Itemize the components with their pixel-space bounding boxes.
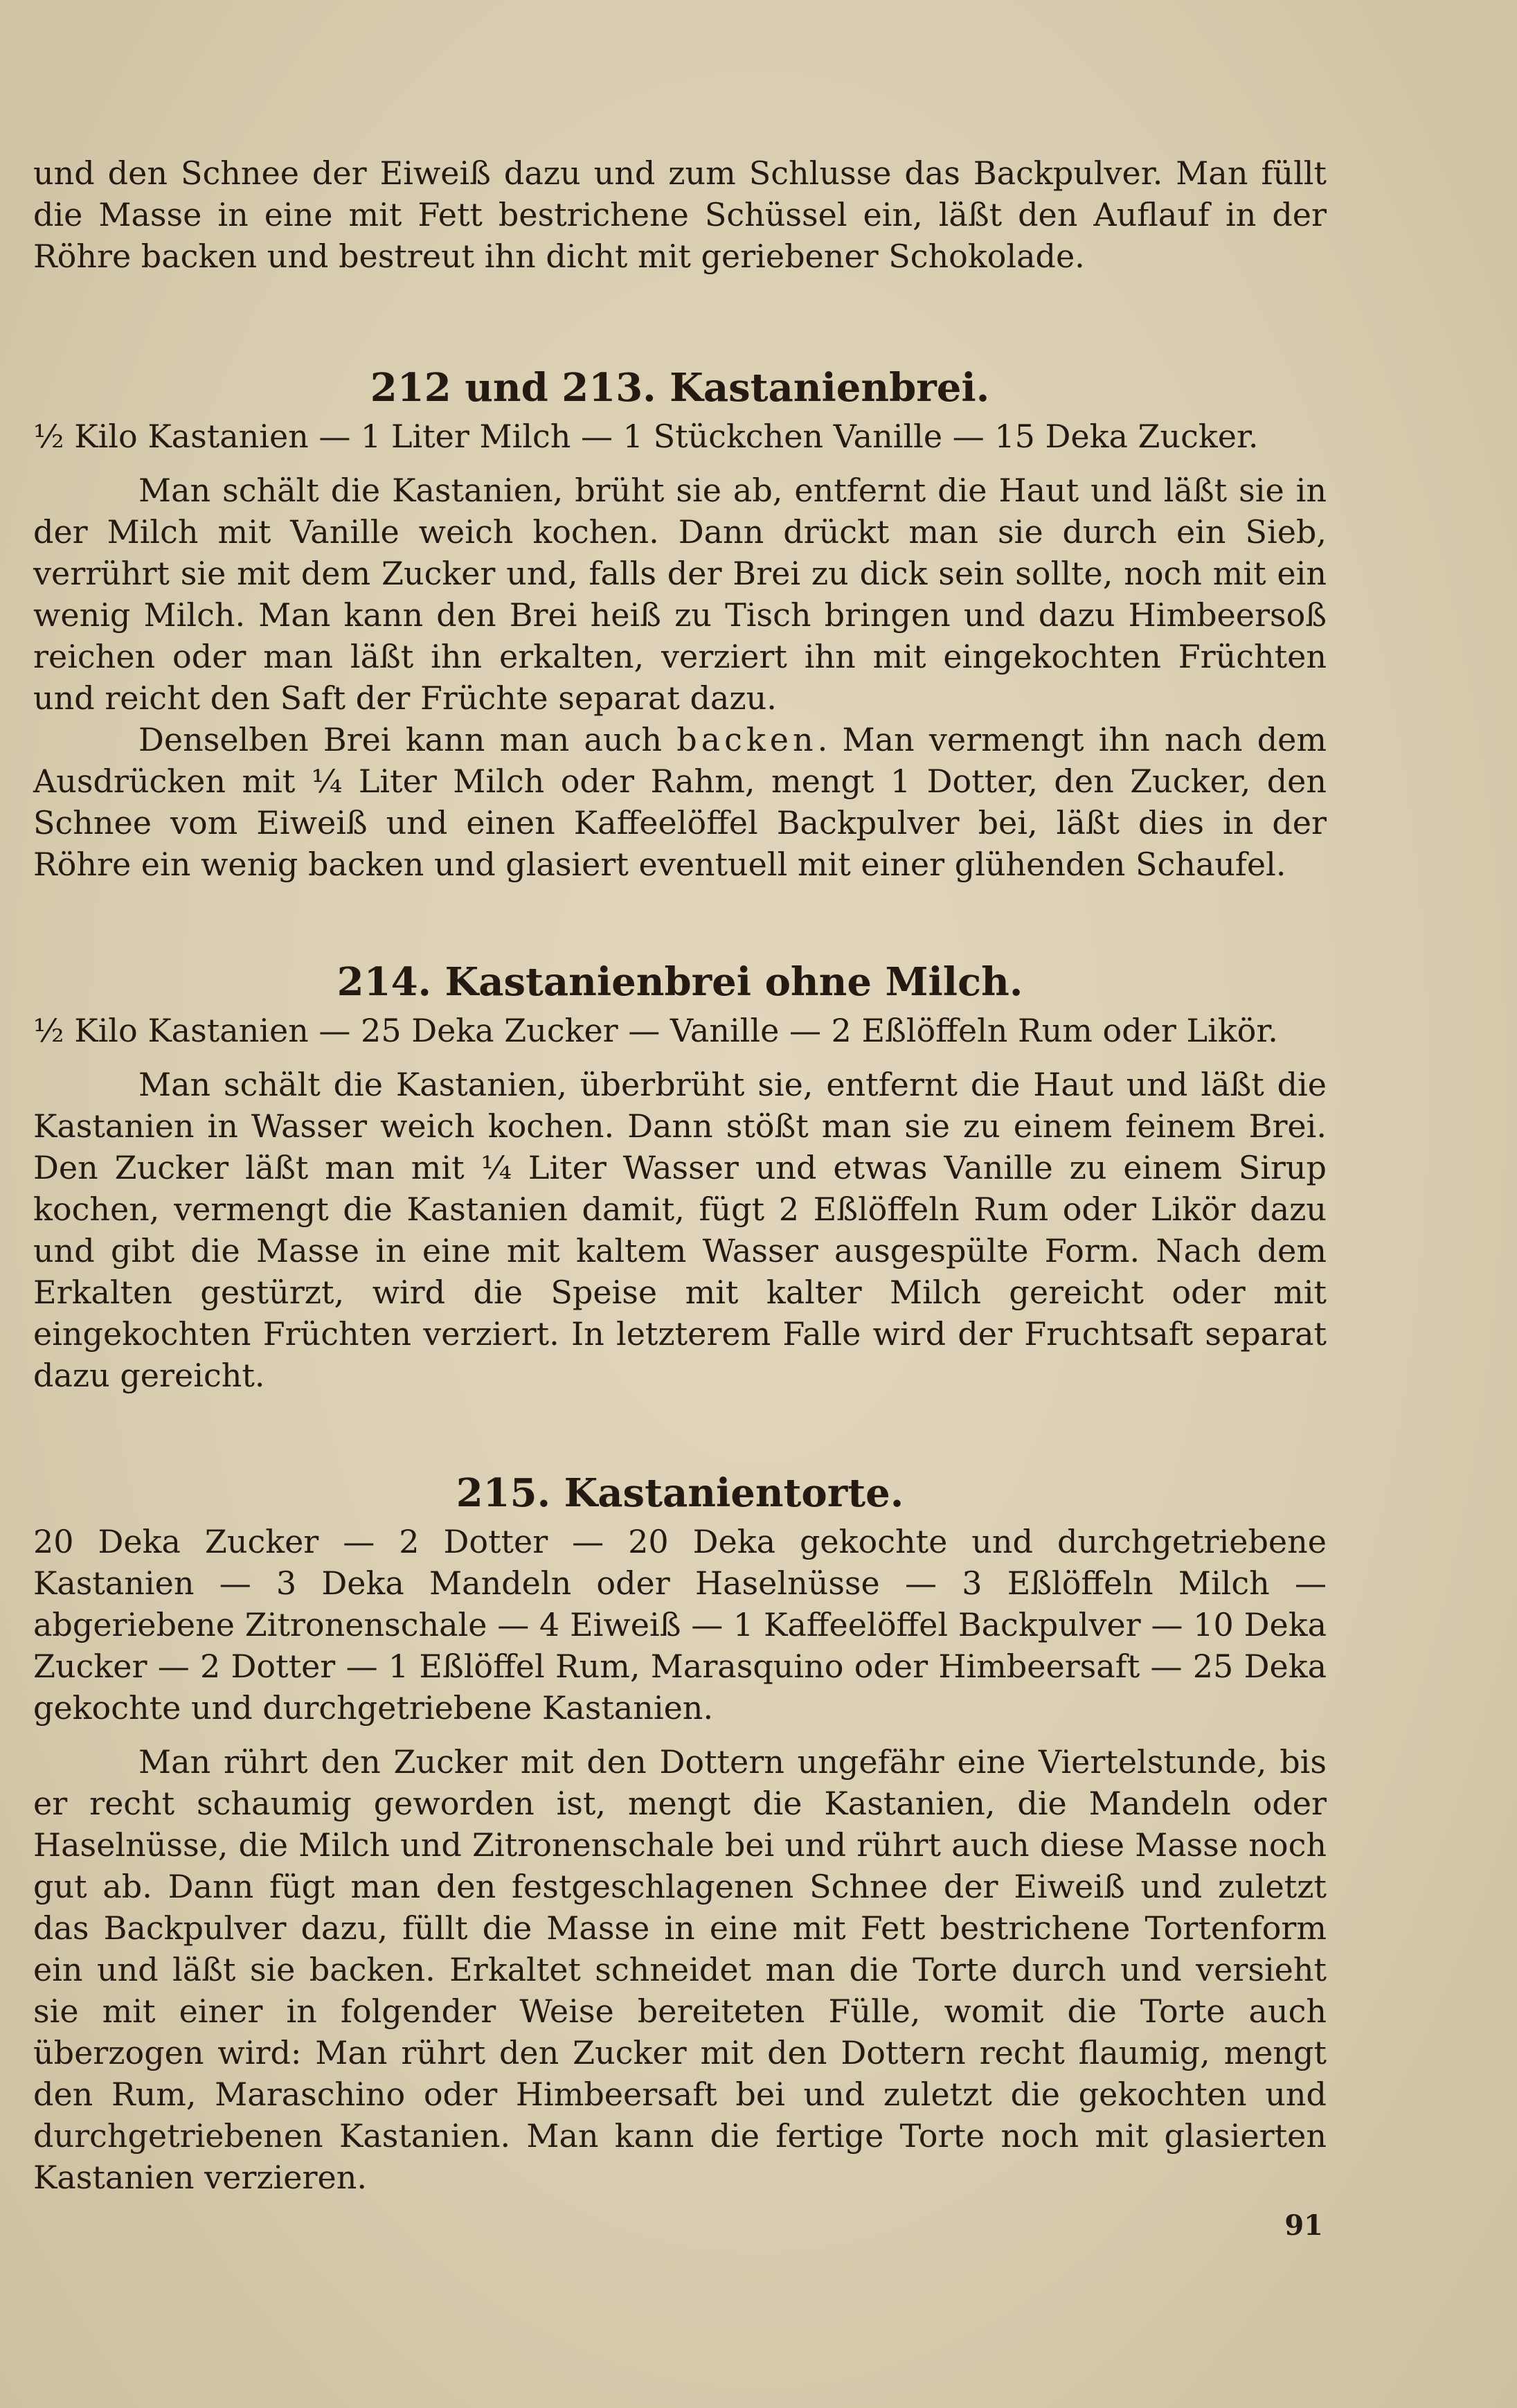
recipe-paragraph: Man rührt den Zucker mit den Dottern ungefähr eine Viertelstunde, bis er recht schaumig geworden ist, mengt die Kastanien, die Mandeln oder Haselnüsse, die Milch und Zitronenschale bei und rührt auch diese Masse noch gut ab. Dann fügt man den festgeschlagenen Schnee der Eiweiß und zuletzt das Backpulver dazu, füllt die Masse in eine mit Fett bestrichene Tortenform ein und läßt sie backen. Erkaltet schneidet man die Torte durch und versieht sie mit einer in folgender Weise bereiteten Fülle, womit die Torte auch überzogen wird: Man rührt den Zucker mit den Dottern recht flaumig, mengt den Rum, Maraschino oder Himbeersaft bei und zuletzt die gekochten und durchgetriebenen Kastanien. Man kann die fertige Torte noch mit glasierten Kastanien verzieren. — [33, 1743, 1327, 2196]
recipe-title: 212 und 213. Kastanienbrei. — [370, 365, 990, 411]
page-number: 91 — [1284, 2209, 1323, 2242]
ingredients-list: ½ Kilo Kastanien — 25 Deka Zucker — Vanille — 2 Eßlöffeln Rum oder Likör. — [33, 1012, 1278, 1049]
ingredients-list: 20 Deka Zucker — 2 Dotter — 20 Deka gekochte und durchgetriebene Kastanien — 3 Deka Mandeln oder Haselnüsse — 3 Eßlöffeln Milch — abgeriebene Zitronenschale — 4 Eiweiß — 1 Kaffeelöffel Backpulver — 10 Deka Zucker — 2 Dotter — 1 Eßlöffel Rum, Marasquino oder Himbeersaft — 25 Deka gekochte und durchgetriebene Kastanien. — [33, 1523, 1327, 1727]
recipe-title: 214. Kastanienbrei ohne Milch. — [336, 959, 1023, 1005]
paragraph-text: Denselben Brei kann man auch — [138, 721, 662, 758]
recipe-214 — [33, 954, 1327, 1396]
ingredients-list: ½ Kilo Kastanien — 1 Liter Milch — 1 Stückchen Vanille — 15 Deka Zucker. — [33, 418, 1259, 455]
recipe-paragraph: Man schält die Kastanien, überbrüht sie, entfernt die Haut und läßt die Kastanien in Wasser weich kochen. Dann stößt man sie zu einem feinem Brei. Den Zucker läßt man mit ¼ Liter Wasser und etwas Vanille zu einem Sirup kochen, vermengt die Kastanien damit, fügt 2 Eßlöffeln Rum oder Likör dazu und gibt die Masse in eine mit kaltem Wasser ausgespülte Form. Nach dem Erkalten gestürzt, wird die Speise mit kalter Milch gereicht oder mit eingekochten Früchten verziert. In letzterem Falle wird der Fruchtsaft separat dazu gereicht. — [33, 1066, 1327, 1394]
recipe-215 — [33, 1465, 1327, 2198]
paragraph-text: . Man vermengt ihn nach dem Ausdrücken mit ¼ Liter Milch oder Rahm, mengt 1 Dotter, den Zucker, den Schnee vom Eiweiß und einen Kaffeelöffel Backpulver bei, läßt dies in der Röhre ein wenig backen und glasiert eventuell mit einer glühenden Schaufel. — [33, 721, 1327, 883]
emphasized-word: backen — [676, 721, 818, 758]
recipe-title: 215. Kastanientorte. — [456, 1470, 904, 1516]
intro-paragraph: und den Schnee der Eiweiß dazu und zum Schlusse das Backpulver. Man füllt die Masse in eine mit Fett bestrichene Schüssel ein, läßt den Auflauf in der Röhre backen und bestreut ihn dicht mit geriebener Schokolade. — [33, 154, 1327, 275]
page-content — [33, 152, 1327, 2198]
recipe-paragraph: Man schält die Kastanien, brüht sie ab, entfernt die Haut und läßt sie in der Milch mit Vanille weich kochen. Dann drückt man sie durch ein Sieb, verrührt sie mit dem Zucker und, falls der Brei zu dick sein sollte, noch mit ein wenig Milch. Man kann den Brei heiß zu Tisch bringen und dazu Himbeersoß reichen oder man läßt ihn erkalten, verziert ihn mit eingekochten Früchten und reicht den Saft der Früchte separat dazu. — [33, 472, 1327, 717]
recipe-212-213 — [33, 360, 1327, 885]
recipe-paragraph — [33, 719, 1327, 885]
